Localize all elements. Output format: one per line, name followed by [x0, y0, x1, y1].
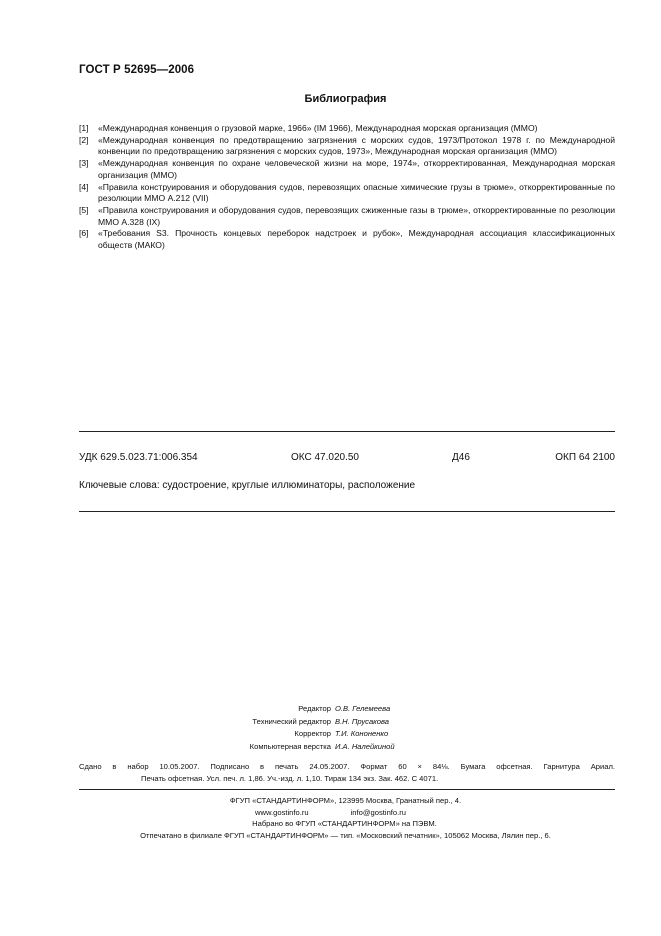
bibliography-item-text: «Международная конвенция по охране человеческой жизни на море, 1974», откорректированная, Международная морская организация (ММО)	[98, 158, 615, 180]
bibliography-item-number: [2]	[79, 134, 89, 145]
publisher-address: ФГУП «СТАНДАРТИНФОРМ», 123995 Москва, Гранатный пер., 4.	[229, 796, 462, 805]
credit-line	[0, 703, 661, 716]
bibliography-item	[79, 123, 615, 135]
bibliography-item-number: [5]	[79, 204, 89, 215]
credit-role: Компьютерная верстка	[249, 741, 331, 751]
publisher-email: info@gostinfo.ru	[350, 807, 407, 817]
publisher-website: www.gostinfo.ru	[254, 807, 309, 817]
group-code: Д46	[452, 452, 470, 463]
publisher-footer	[0, 795, 661, 841]
udk-code: УДК 629.5.023.71:006.354	[79, 452, 198, 463]
divider-footer	[79, 789, 615, 790]
bibliography-item-number: [6]	[79, 228, 89, 239]
credit-line	[0, 741, 661, 754]
print-info-line: Печать офсетная. Усл. печ. л. 1,86. Уч.-изд. л. 1,10. Тираж 134 экз. Зак. 462. С 4071.	[141, 773, 439, 783]
bibliography-item-number: [1]	[79, 123, 89, 133]
credit-name: В.Н. Прусакова	[335, 716, 389, 726]
bibliography-item	[79, 135, 615, 158]
credit-role: Технический редактор	[252, 716, 331, 726]
classification-row	[79, 452, 615, 466]
bibliography-item-text: «Требования S3. Прочность концевых переборок надстроек и рубок», Международная ассоциация классификационных обществ (МАКО)	[98, 228, 615, 251]
bibliography-item	[79, 205, 615, 228]
bibliography-item	[79, 228, 615, 251]
bibliography-item	[79, 158, 615, 181]
printing-note: Отпечатано в филиале ФГУП «СТАНДАРТИНФОРМ» — тип. «Московский печатник», 105062 Москва, Лялин пер., 6.	[140, 830, 551, 840]
typeset-note: Набрано во ФГУП «СТАНДАРТИНФОРМ» на ПЭВМ.	[252, 819, 437, 828]
bibliography-item-text: «Международная конвенция о грузовой марке, 1966» (IM 1966), Международная морская организация (ММО)	[98, 123, 538, 133]
bibliography-item-text: «Правила конструирования и оборудования судов, перевозящих сжиженные газы в трюме», откорректированные по резолюции ММО А.328 (IX)	[98, 204, 615, 227]
credit-line	[0, 728, 661, 741]
print-info	[79, 761, 615, 784]
document-code: ГОСТ Р 52695—2006	[79, 64, 195, 76]
credit-name: Т.И. Кононенко	[335, 729, 389, 738]
divider-bottom	[79, 511, 615, 512]
bibliography-heading	[0, 93, 661, 105]
publisher-contacts	[0, 807, 661, 819]
credit-role: Корректор	[294, 729, 331, 738]
bibliography-item-number: [3]	[79, 158, 89, 169]
credit-line	[0, 716, 661, 729]
credit-role: Редактор	[298, 704, 331, 713]
credit-name: О.В. Гелемеева	[335, 704, 391, 713]
bibliography-title: Библиография	[304, 93, 387, 105]
bibliography-item-number: [4]	[79, 181, 89, 192]
credit-name: И.А. Налейкиной	[335, 741, 395, 751]
keywords: Ключевые слова: судостроение, круглые иллюминаторы, расположение	[79, 480, 416, 491]
credits-block	[0, 703, 661, 753]
bibliography-item-text: «Международная конвенция по предотвращению загрязнения с морских судов, 1973/Протокол 1978 г. по Международной конвенции по предотвращению загрязнения с морских судов, 1973», Международная морская организация (ММО)	[98, 134, 615, 157]
bibliography-item-text: «Правила конструирования и оборудования судов, перевозящих опасные химические грузы в трюме», откорректированные по резолюции ММО А.212 (VII)	[98, 181, 615, 204]
bibliography-list	[79, 123, 615, 252]
divider-top	[79, 431, 615, 432]
bibliography-item	[79, 182, 615, 205]
oks-code: ОКС 47.020.50	[291, 452, 359, 463]
print-info-line: Сдано в набор 10.05.2007. Подписано в печать 24.05.2007. Формат 60 × 84⅛. Бумага офсетная. Гарнитура Ариал.	[79, 762, 615, 771]
okp-code: ОКП 64 2100	[555, 452, 615, 463]
